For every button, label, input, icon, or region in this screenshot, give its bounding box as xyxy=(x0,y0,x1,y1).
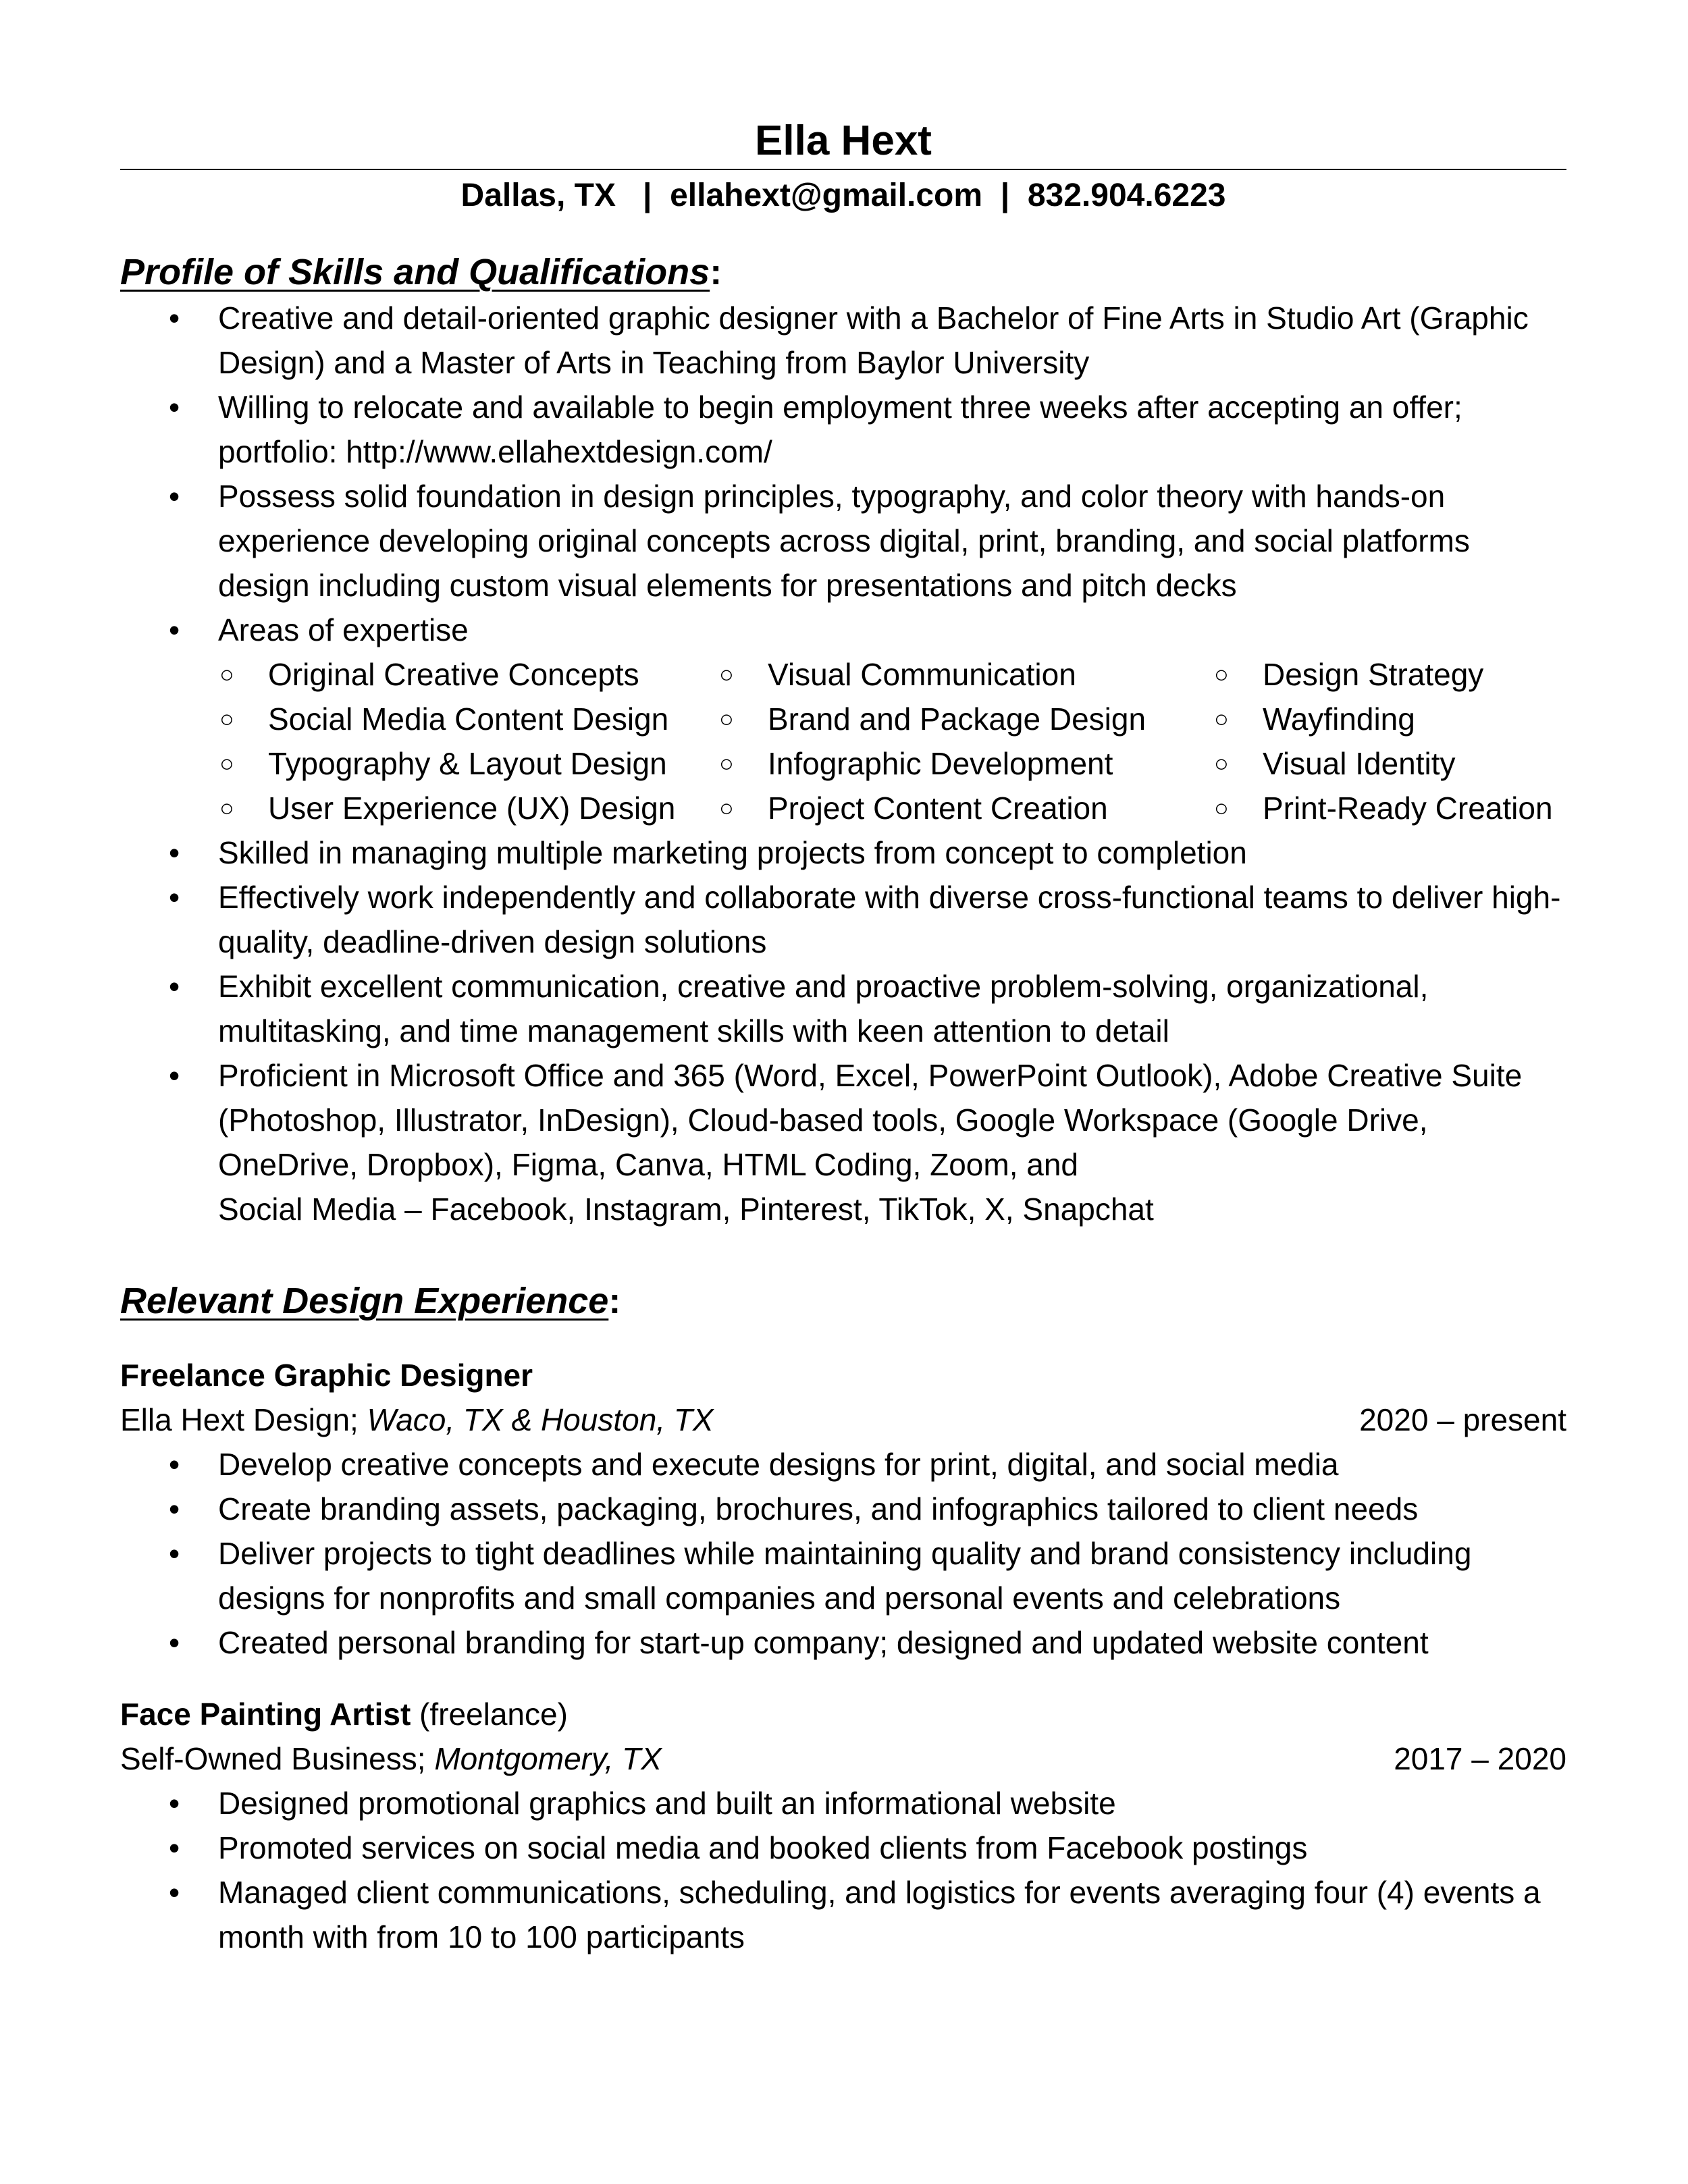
heading-colon: : xyxy=(608,1281,621,1321)
expertise-item: ○ Wayfinding xyxy=(1213,697,1566,741)
job-entry xyxy=(120,1353,1566,1665)
expertise-item: ○ Design Strategy xyxy=(1213,652,1566,697)
job-location: Montgomery, TX xyxy=(434,1741,662,1776)
expertise-item: ○ Infographic Development xyxy=(718,741,1213,786)
job-dates: 2020 – present xyxy=(1359,1402,1566,1437)
job-company: Self-Owned Business; xyxy=(120,1741,426,1776)
expertise-item: ○ Visual Communication xyxy=(718,652,1213,697)
expertise-grid xyxy=(218,652,1566,830)
job-title-line xyxy=(120,1692,1566,1736)
list-item-software xyxy=(120,1053,1566,1231)
job-title: Face Painting Artist xyxy=(120,1697,411,1732)
profile-bullet-list xyxy=(120,296,1566,652)
expertise-item: ○ Typography & Layout Design xyxy=(218,741,718,786)
list-item: • Deliver projects to tight deadlines while maintaining quality and brand consistency including designs for nonprofits and small companies and personal events and celebrations xyxy=(120,1531,1566,1620)
contact-location: Dallas, TX xyxy=(460,178,616,213)
heading-colon: : xyxy=(710,252,722,292)
job-location: Waco, TX & Houston, TX xyxy=(367,1402,714,1437)
contact-line xyxy=(120,176,1566,216)
experience-section-heading xyxy=(120,1277,1566,1325)
social-media-line: Social Media – Facebook, Instagram, Pinterest, TikTok, X, Snapchat xyxy=(218,1192,1154,1227)
job-entry xyxy=(120,1692,1566,1959)
list-item: • Skilled in managing multiple marketing projects from concept to completion xyxy=(120,830,1566,875)
job-bullet-list xyxy=(120,1781,1566,1959)
list-item: • Effectively work independently and collaborate with diverse cross-functional teams to deliver high-quality, deadline-driven design solutions xyxy=(120,875,1566,964)
expertise-item: ○ Print-Ready Creation xyxy=(1213,786,1566,830)
list-item: • Possess solid foundation in design principles, typography, and color theory with hands-on experience developing original concepts across digital, print, branding, and social platforms design including custom visual elements for presentations and pitch decks xyxy=(120,474,1566,608)
profile-heading-text: Profile of Skills and Qualifications xyxy=(120,252,710,292)
contact-phone: 832.904.6223 xyxy=(1027,178,1226,213)
list-item: • Managed client communications, scheduling, and logistics for events averaging four (4) events a month with from 10 to 100 participants xyxy=(120,1870,1566,1959)
software-line: Proficient in Microsoft Office and 365 (Word, Excel, PowerPoint Outlook), Adobe Creative Suite (Photoshop, Illustrator, InDesign), Cloud-based tools, Google Workspace (Google Drive, OneDrive, Dropbox), Figma, Canva, HTML Coding, Zoom, and xyxy=(218,1058,1523,1182)
list-item: • Created personal branding for start-up company; designed and updated website content xyxy=(120,1620,1566,1665)
list-item: • Willing to relocate and available to begin employment three weeks after accepting an offer; portfolio: http://www.ellahextdesign.com/ xyxy=(120,385,1566,474)
expertise-item: ○ Social Media Content Design xyxy=(218,697,718,741)
expertise-item: ○ Brand and Package Design xyxy=(718,697,1213,741)
profile-section-heading xyxy=(120,248,1566,296)
job-title: Freelance Graphic Designer xyxy=(120,1358,533,1393)
list-item: • Designed promotional graphics and built an informational website xyxy=(120,1781,1566,1826)
expertise-item: ○ Original Creative Concepts xyxy=(218,652,718,697)
list-item: • Creative and detail-oriented graphic designer with a Bachelor of Fine Arts in Studio Art (Graphic Design) and a Master of Arts in Teaching from Baylor University xyxy=(120,296,1566,385)
list-item-expertise xyxy=(120,608,1566,652)
job-company-location xyxy=(120,1736,662,1781)
profile-bullet-list-continued xyxy=(120,830,1566,1231)
resume-page xyxy=(120,115,1566,1959)
experience-heading-text: Relevant Design Experience xyxy=(120,1281,609,1321)
expertise-item: ○ Project Content Creation xyxy=(718,786,1213,830)
contact-separator: | xyxy=(1000,178,1010,213)
job-company-line xyxy=(120,1736,1566,1781)
expertise-item: ○ User Experience (UX) Design xyxy=(218,786,718,830)
expertise-item: ○ Visual Identity xyxy=(1213,741,1566,786)
expertise-label: Areas of expertise xyxy=(218,612,469,647)
job-title-note: (freelance) xyxy=(419,1697,568,1732)
job-bullet-list xyxy=(120,1442,1566,1665)
contact-separator: | xyxy=(642,178,652,213)
job-company-line xyxy=(120,1397,1566,1442)
job-title-line xyxy=(120,1353,1566,1397)
contact-email[interactable]: ellahext@gmail.com xyxy=(670,178,983,213)
list-item: • Promoted services on social media and booked clients from Facebook postings xyxy=(120,1826,1566,1870)
candidate-name: Ella Hext xyxy=(120,115,1566,170)
job-company: Ella Hext Design; xyxy=(120,1402,359,1437)
job-dates: 2017 – 2020 xyxy=(1394,1741,1566,1776)
list-item: • Create branding assets, packaging, brochures, and infographics tailored to client needs xyxy=(120,1487,1566,1531)
list-item: • Exhibit excellent communication, creative and proactive problem-solving, organizational, multitasking, and time management skills with keen attention to detail xyxy=(120,964,1566,1053)
job-company-location xyxy=(120,1397,714,1442)
list-item: • Develop creative concepts and execute designs for print, digital, and social media xyxy=(120,1442,1566,1487)
